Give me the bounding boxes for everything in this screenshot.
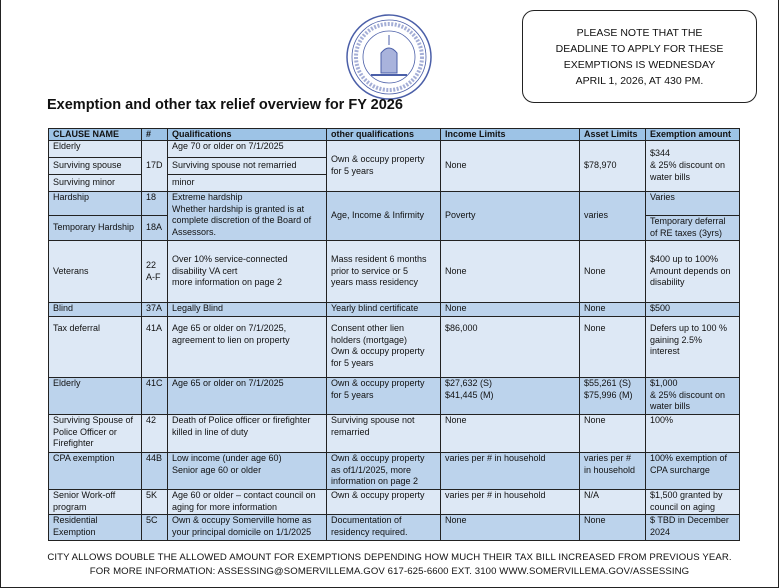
asset-limit: varies — [580, 192, 646, 241]
table-row — [49, 241, 740, 303]
clause-name: Senior Work-off program — [49, 490, 142, 515]
clause-name: Veterans — [49, 241, 142, 303]
clause-name: Elderly — [49, 378, 142, 415]
exemption-amount: $400 up to 100% Amount depends on disability — [646, 241, 740, 303]
clause-name: Surviving Spouse of Police Officer or Firefighter — [49, 415, 142, 453]
income-limit: None — [441, 415, 580, 453]
asset-limit: varies per # in household — [580, 453, 646, 490]
clause-number: 22 A-F — [142, 241, 168, 303]
other-qualification: Own & occupy property — [327, 490, 441, 515]
clause-number: 42 — [142, 415, 168, 453]
exemption-amount: 100% exemption of CPA surcharge — [646, 453, 740, 490]
asset-limit: None — [580, 303, 646, 317]
exemption-amount: $344 & 25% discount on water bills — [646, 141, 740, 192]
qualification: Age 65 or older on 7/1/2025 — [168, 378, 327, 415]
table-header-row — [49, 129, 740, 141]
header-number: # — [142, 129, 168, 141]
exemption-amount: 100% — [646, 415, 740, 453]
clause-number: 41C — [142, 378, 168, 415]
qualification: Death of Police officer or firefighter killed in line of duty — [168, 415, 327, 453]
clause-name: CPA exemption — [49, 453, 142, 490]
table-row — [49, 453, 740, 490]
income-limit: varies per # in household — [441, 490, 580, 515]
qualification: Legally Blind — [168, 303, 327, 317]
clause-name: Tax deferral — [49, 317, 142, 378]
other-qualification: Surviving spouse not remarried — [327, 415, 441, 453]
header-income-limits: Income Limits — [441, 129, 580, 141]
other-qualification: Mass resident 6 months prior to service or 5 years mass residency — [327, 241, 441, 303]
asset-limit: $78,970 — [580, 141, 646, 192]
other-qualification: Own & occupy property as of1/1/2025, more information on page 2 — [327, 453, 441, 490]
table-row — [49, 317, 740, 378]
asset-limit: None — [580, 241, 646, 303]
clause-number: 18 — [142, 192, 168, 216]
exemption-amount: $500 — [646, 303, 740, 317]
asset-limit: None — [580, 515, 646, 541]
income-limit: None — [441, 303, 580, 317]
qualification: Surviving spouse not remarried — [168, 158, 327, 175]
header-exemption-amount: Exemption amount — [646, 129, 740, 141]
table-row — [49, 378, 740, 415]
clause-number: 5K — [142, 490, 168, 515]
exemption-table — [48, 128, 740, 541]
deadline-notice: PLEASE NOTE THAT THE DEADLINE TO APPLY FOR THESE EXEMPTIONS IS WEDNESDAY APRIL 1, 2026, AT 430 PM. — [522, 10, 757, 103]
income-limit: $27,632 (S) $41,445 (M) — [441, 378, 580, 415]
table-row — [49, 490, 740, 515]
qualification: Over 10% service-connected disability VA cert more information on page 2 — [168, 241, 327, 303]
income-limit: varies per # in household — [441, 453, 580, 490]
clause-number: 5C — [142, 515, 168, 541]
table-row — [49, 415, 740, 453]
city-seal-logo — [341, 13, 437, 101]
clause-number: 37A — [142, 303, 168, 317]
clause-number: 17D — [142, 141, 168, 192]
footer-note: CITY ALLOWS DOUBLE THE ALLOWED AMOUNT FOR EXEMPTIONS DEPENDING HOW MUCH THEIR TAX BILL INCREASED FROM PREVIOUS YEAR. — [47, 552, 732, 563]
other-qualification: Own & occupy property for 5 years — [327, 378, 441, 415]
income-limit: None — [441, 515, 580, 541]
asset-limit: N/A — [580, 490, 646, 515]
qualification: Age 65 or older on 7/1/2025, agreement to lien on property — [168, 317, 327, 378]
clause-name: Elderly — [49, 141, 142, 158]
page-title: Exemption and other tax relief overview for FY 2026 — [47, 97, 403, 113]
clause-name: Temporary Hardship — [49, 216, 142, 241]
footer-contact: FOR MORE INFORMATION: ASSESSING@SOMERVILLEMA.GOV 617-625-6600 EXT. 3100 WWW.SOMERVILLEMA.GOV/ASSESSING — [89, 566, 690, 577]
exemption-amount: Varies — [646, 192, 740, 216]
clause-name: Surviving minor — [49, 175, 142, 192]
qualification: Extreme hardship Whether hardship is granted is at complete discretion of the Board of Assessors. — [168, 192, 327, 241]
header-qualifications: Qualifications — [168, 129, 327, 141]
asset-limit: $55,261 (S) $75,996 (M) — [580, 378, 646, 415]
exemption-amount: $1,500 granted by council on aging — [646, 490, 740, 515]
qualification: Own & occupy Somerville home as your principal domicile on 1/1/2025 — [168, 515, 327, 541]
table-row — [49, 141, 740, 158]
other-qualification: Yearly blind certificate — [327, 303, 441, 317]
other-qualification: Age, Income & Infirmity — [327, 192, 441, 241]
table-row — [49, 192, 740, 216]
header-other-qualifications: other qualifications — [327, 129, 441, 141]
header-clause: CLAUSE NAME — [49, 129, 142, 141]
clause-number: 18A — [142, 216, 168, 241]
clause-number: 44B — [142, 453, 168, 490]
asset-limit: None — [580, 317, 646, 378]
income-limit: Poverty — [441, 192, 580, 241]
table-row — [49, 303, 740, 317]
qualification: Age 60 or older – contact council on aging for more information — [168, 490, 327, 515]
header-asset-limits: Asset Limits — [580, 129, 646, 141]
qualification: minor — [168, 175, 327, 192]
income-limit: $86,000 — [441, 317, 580, 378]
income-limit: None — [441, 141, 580, 192]
income-limit: None — [441, 241, 580, 303]
clause-name: Residential Exemption — [49, 515, 142, 541]
clause-number: 41A — [142, 317, 168, 378]
other-qualification: Consent other lien holders (mortgage) Own & occupy property for 5 years — [327, 317, 441, 378]
qualification: Age 70 or older on 7/1/2025 — [168, 141, 327, 158]
clause-name: Hardship — [49, 192, 142, 216]
exemption-amount: $1,000 & 25% discount on water bills — [646, 378, 740, 415]
clause-name: Surviving spouse — [49, 158, 142, 175]
other-qualification: Documentation of residency required. — [327, 515, 441, 541]
exemption-amount: Defers up to 100 % gaining 2.5% interest — [646, 317, 740, 378]
exemption-amount: $ TBD in December 2024 — [646, 515, 740, 541]
table-row — [49, 515, 740, 541]
clause-name: Blind — [49, 303, 142, 317]
asset-limit: None — [580, 415, 646, 453]
exemption-amount: Temporary deferral of RE taxes (3yrs) — [646, 216, 740, 241]
other-qualification: Own & occupy property for 5 years — [327, 141, 441, 192]
qualification: Low income (under age 60) Senior age 60 or older — [168, 453, 327, 490]
